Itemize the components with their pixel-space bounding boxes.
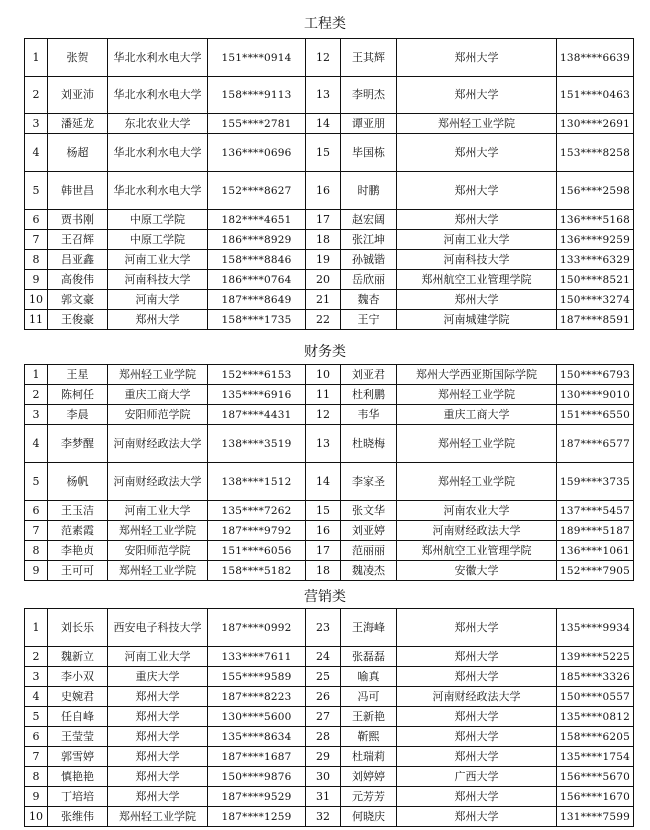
left-phone-number: 152****6153 bbox=[208, 365, 306, 385]
right-row-number: 32 bbox=[306, 807, 341, 827]
right-person-name: 刘亚婷 bbox=[341, 521, 397, 541]
right-university: 郑州大学 bbox=[397, 667, 557, 687]
left-university: 郑州大学 bbox=[108, 747, 208, 767]
left-phone-number: 182****4651 bbox=[208, 210, 306, 230]
right-row-number: 10 bbox=[306, 365, 341, 385]
left-phone-number: 187****1259 bbox=[208, 807, 306, 827]
right-person-name: 喻真 bbox=[341, 667, 397, 687]
left-university: 西安电子科技大学 bbox=[108, 609, 208, 647]
left-row-number: 1 bbox=[25, 39, 48, 77]
right-phone-number: 136****5168 bbox=[557, 210, 634, 230]
left-university: 河南财经政法大学 bbox=[108, 463, 208, 501]
left-university: 河南工业大学 bbox=[108, 501, 208, 521]
left-person-name: 贾书刚 bbox=[48, 210, 108, 230]
left-person-name: 刘长乐 bbox=[48, 609, 108, 647]
left-phone-number: 187****0992 bbox=[208, 609, 306, 647]
right-phone-number: 135****0812 bbox=[557, 707, 634, 727]
right-row-number: 28 bbox=[306, 727, 341, 747]
left-university: 重庆大学 bbox=[108, 667, 208, 687]
right-person-name: 冯可 bbox=[341, 687, 397, 707]
left-university: 安阳师范学院 bbox=[108, 405, 208, 425]
right-university: 郑州轻工业学院 bbox=[397, 385, 557, 405]
left-person-name: 魏新立 bbox=[48, 647, 108, 667]
left-university: 郑州轻工业学院 bbox=[108, 521, 208, 541]
right-phone-number: 150****6793 bbox=[557, 365, 634, 385]
table-row bbox=[25, 114, 634, 134]
right-row-number: 22 bbox=[306, 310, 341, 330]
right-person-name: 何晓庆 bbox=[341, 807, 397, 827]
left-row-number: 4 bbox=[25, 134, 48, 172]
left-phone-number: 187****1687 bbox=[208, 747, 306, 767]
right-phone-number: 150****8521 bbox=[557, 270, 634, 290]
left-row-number: 6 bbox=[25, 727, 48, 747]
right-row-number: 14 bbox=[306, 463, 341, 501]
right-university: 郑州轻工业学院 bbox=[397, 114, 557, 134]
right-person-name: 谭亚朋 bbox=[341, 114, 397, 134]
right-person-name: 王其辉 bbox=[341, 39, 397, 77]
right-university: 郑州大学 bbox=[397, 290, 557, 310]
left-university: 郑州轻工业学院 bbox=[108, 365, 208, 385]
left-person-name: 任自峰 bbox=[48, 707, 108, 727]
right-phone-number: 156****5670 bbox=[557, 767, 634, 787]
table-row bbox=[25, 807, 634, 827]
left-person-name: 王星 bbox=[48, 365, 108, 385]
left-person-name: 韩世昌 bbox=[48, 172, 108, 210]
table-row bbox=[25, 134, 634, 172]
left-person-name: 李艳贞 bbox=[48, 541, 108, 561]
right-person-name: 范丽丽 bbox=[341, 541, 397, 561]
left-person-name: 范素霞 bbox=[48, 521, 108, 541]
left-row-number: 3 bbox=[25, 114, 48, 134]
right-university: 郑州大学 bbox=[397, 727, 557, 747]
right-phone-number: 151****0463 bbox=[557, 77, 634, 114]
right-university: 郑州大学 bbox=[397, 647, 557, 667]
right-phone-number: 133****6329 bbox=[557, 250, 634, 270]
right-person-name: 时鹏 bbox=[341, 172, 397, 210]
right-phone-number: 135****1754 bbox=[557, 747, 634, 767]
right-row-number: 16 bbox=[306, 521, 341, 541]
left-university: 河南财经政法大学 bbox=[108, 425, 208, 463]
right-phone-number: 187****8591 bbox=[557, 310, 634, 330]
right-university: 郑州大学 bbox=[397, 39, 557, 77]
right-university: 郑州轻工业学院 bbox=[397, 463, 557, 501]
left-row-number: 10 bbox=[25, 807, 48, 827]
left-person-name: 潘延龙 bbox=[48, 114, 108, 134]
right-phone-number: 187****6577 bbox=[557, 425, 634, 463]
left-phone-number: 155****2781 bbox=[208, 114, 306, 134]
right-row-number: 13 bbox=[306, 77, 341, 114]
right-person-name: 靳熙 bbox=[341, 727, 397, 747]
left-person-name: 吕亚鑫 bbox=[48, 250, 108, 270]
left-university: 重庆工商大学 bbox=[108, 385, 208, 405]
right-university: 安徽大学 bbox=[397, 561, 557, 581]
section-title-marketing: 营销类 bbox=[304, 589, 346, 605]
left-phone-number: 186****8929 bbox=[208, 230, 306, 250]
right-person-name: 张江坤 bbox=[341, 230, 397, 250]
left-row-number: 5 bbox=[25, 463, 48, 501]
section-title-finance: 财务类 bbox=[304, 344, 346, 360]
left-row-number: 8 bbox=[25, 250, 48, 270]
left-phone-number: 187****8649 bbox=[208, 290, 306, 310]
right-person-name: 王宁 bbox=[341, 310, 397, 330]
right-row-number: 15 bbox=[306, 501, 341, 521]
right-person-name: 岳欣丽 bbox=[341, 270, 397, 290]
left-row-number: 6 bbox=[25, 210, 48, 230]
right-phone-number: 152****7905 bbox=[557, 561, 634, 581]
left-university: 华北水利水电大学 bbox=[108, 39, 208, 77]
left-row-number: 3 bbox=[25, 405, 48, 425]
right-row-number: 16 bbox=[306, 172, 341, 210]
left-row-number: 7 bbox=[25, 230, 48, 250]
right-person-name: 杜利鹏 bbox=[341, 385, 397, 405]
right-phone-number: 137****5457 bbox=[557, 501, 634, 521]
right-row-number: 25 bbox=[306, 667, 341, 687]
left-row-number: 8 bbox=[25, 767, 48, 787]
left-phone-number: 187****8223 bbox=[208, 687, 306, 707]
left-university: 中原工学院 bbox=[108, 210, 208, 230]
right-university: 郑州大学 bbox=[397, 210, 557, 230]
right-university: 重庆工商大学 bbox=[397, 405, 557, 425]
table-row bbox=[25, 463, 634, 501]
right-row-number: 30 bbox=[306, 767, 341, 787]
left-phone-number: 135****7262 bbox=[208, 501, 306, 521]
left-person-name: 丁培培 bbox=[48, 787, 108, 807]
left-person-name: 王可可 bbox=[48, 561, 108, 581]
left-row-number: 9 bbox=[25, 270, 48, 290]
right-university: 郑州大学 bbox=[397, 77, 557, 114]
right-person-name: 张文华 bbox=[341, 501, 397, 521]
left-university: 河南科技大学 bbox=[108, 270, 208, 290]
right-phone-number: 150****0557 bbox=[557, 687, 634, 707]
left-phone-number: 138****3519 bbox=[208, 425, 306, 463]
left-person-name: 杨帆 bbox=[48, 463, 108, 501]
table-row bbox=[25, 687, 634, 707]
right-row-number: 27 bbox=[306, 707, 341, 727]
right-person-name: 魏凌杰 bbox=[341, 561, 397, 581]
table-row bbox=[25, 727, 634, 747]
right-university: 郑州大学 bbox=[397, 134, 557, 172]
left-person-name: 刘亚沛 bbox=[48, 77, 108, 114]
table-row bbox=[25, 39, 634, 77]
right-person-name: 刘亚君 bbox=[341, 365, 397, 385]
right-row-number: 18 bbox=[306, 561, 341, 581]
right-phone-number: 158****6205 bbox=[557, 727, 634, 747]
right-university: 郑州大学 bbox=[397, 172, 557, 210]
right-person-name: 韦华 bbox=[341, 405, 397, 425]
table-row bbox=[25, 667, 634, 687]
left-phone-number: 150****9876 bbox=[208, 767, 306, 787]
right-phone-number: 130****9010 bbox=[557, 385, 634, 405]
table-row bbox=[25, 707, 634, 727]
right-university: 河南城建学院 bbox=[397, 310, 557, 330]
left-person-name: 李梦醒 bbox=[48, 425, 108, 463]
table-row bbox=[25, 425, 634, 463]
left-phone-number: 158****9113 bbox=[208, 77, 306, 114]
table-row bbox=[25, 385, 634, 405]
left-university: 河南工业大学 bbox=[108, 647, 208, 667]
left-row-number: 4 bbox=[25, 687, 48, 707]
right-person-name: 毕国栋 bbox=[341, 134, 397, 172]
left-row-number: 5 bbox=[25, 707, 48, 727]
left-row-number: 11 bbox=[25, 310, 48, 330]
right-person-name: 赵宏阔 bbox=[341, 210, 397, 230]
left-person-name: 王莹莹 bbox=[48, 727, 108, 747]
left-row-number: 2 bbox=[25, 647, 48, 667]
left-phone-number: 187****9792 bbox=[208, 521, 306, 541]
right-phone-number: 131****7599 bbox=[557, 807, 634, 827]
left-person-name: 王玉洁 bbox=[48, 501, 108, 521]
left-university: 郑州轻工业学院 bbox=[108, 561, 208, 581]
left-phone-number: 136****0696 bbox=[208, 134, 306, 172]
left-row-number: 3 bbox=[25, 667, 48, 687]
table-row bbox=[25, 647, 634, 667]
table-row bbox=[25, 767, 634, 787]
left-row-number: 2 bbox=[25, 77, 48, 114]
right-row-number: 17 bbox=[306, 541, 341, 561]
right-person-name: 王海峰 bbox=[341, 609, 397, 647]
right-row-number: 26 bbox=[306, 687, 341, 707]
right-row-number: 13 bbox=[306, 425, 341, 463]
right-row-number: 12 bbox=[306, 39, 341, 77]
table-row bbox=[25, 270, 634, 290]
table-row bbox=[25, 521, 634, 541]
table-row bbox=[25, 172, 634, 210]
left-row-number: 4 bbox=[25, 425, 48, 463]
left-phone-number: 135****6916 bbox=[208, 385, 306, 405]
right-row-number: 23 bbox=[306, 609, 341, 647]
right-university: 郑州航空工业管理学院 bbox=[397, 541, 557, 561]
right-person-name: 魏杏 bbox=[341, 290, 397, 310]
right-row-number: 15 bbox=[306, 134, 341, 172]
right-university: 郑州大学 bbox=[397, 787, 557, 807]
left-person-name: 杨超 bbox=[48, 134, 108, 172]
left-person-name: 慎艳艳 bbox=[48, 767, 108, 787]
left-university: 华北水利水电大学 bbox=[108, 134, 208, 172]
left-person-name: 陈柯任 bbox=[48, 385, 108, 405]
left-phone-number: 155****9589 bbox=[208, 667, 306, 687]
right-phone-number: 136****1061 bbox=[557, 541, 634, 561]
left-phone-number: 187****4431 bbox=[208, 405, 306, 425]
right-person-name: 元芳芳 bbox=[341, 787, 397, 807]
left-university: 郑州大学 bbox=[108, 687, 208, 707]
right-phone-number: 189****5187 bbox=[557, 521, 634, 541]
right-university: 郑州轻工业学院 bbox=[397, 425, 557, 463]
left-person-name: 高俊伟 bbox=[48, 270, 108, 290]
left-phone-number: 133****7611 bbox=[208, 647, 306, 667]
right-phone-number: 153****8258 bbox=[557, 134, 634, 172]
right-university: 河南财经政法大学 bbox=[397, 521, 557, 541]
left-university: 郑州大学 bbox=[108, 787, 208, 807]
left-person-name: 史婉君 bbox=[48, 687, 108, 707]
right-university: 郑州航空工业管理学院 bbox=[397, 270, 557, 290]
right-person-name: 李家圣 bbox=[341, 463, 397, 501]
left-phone-number: 158****8846 bbox=[208, 250, 306, 270]
right-row-number: 14 bbox=[306, 114, 341, 134]
left-person-name: 王俊豪 bbox=[48, 310, 108, 330]
right-university: 河南工业大学 bbox=[397, 230, 557, 250]
table-row bbox=[25, 747, 634, 767]
left-row-number: 9 bbox=[25, 787, 48, 807]
left-person-name: 李晨 bbox=[48, 405, 108, 425]
right-university: 郑州大学 bbox=[397, 707, 557, 727]
right-row-number: 24 bbox=[306, 647, 341, 667]
table-row bbox=[25, 501, 634, 521]
table-row bbox=[25, 609, 634, 647]
right-person-name: 刘婷婷 bbox=[341, 767, 397, 787]
left-phone-number: 138****1512 bbox=[208, 463, 306, 501]
left-phone-number: 152****8627 bbox=[208, 172, 306, 210]
table-finance bbox=[24, 364, 634, 581]
left-person-name: 李小双 bbox=[48, 667, 108, 687]
right-person-name: 杜晓梅 bbox=[341, 425, 397, 463]
right-row-number: 17 bbox=[306, 210, 341, 230]
right-row-number: 31 bbox=[306, 787, 341, 807]
right-phone-number: 150****3274 bbox=[557, 290, 634, 310]
right-row-number: 19 bbox=[306, 250, 341, 270]
table-engineering bbox=[24, 38, 634, 330]
table-row bbox=[25, 541, 634, 561]
left-phone-number: 186****0764 bbox=[208, 270, 306, 290]
left-university: 安阳师范学院 bbox=[108, 541, 208, 561]
left-phone-number: 130****5600 bbox=[208, 707, 306, 727]
right-phone-number: 159****3735 bbox=[557, 463, 634, 501]
right-university: 广西大学 bbox=[397, 767, 557, 787]
table-row bbox=[25, 230, 634, 250]
table-row bbox=[25, 210, 634, 230]
right-row-number: 20 bbox=[306, 270, 341, 290]
table-row bbox=[25, 787, 634, 807]
right-university: 郑州大学西亚斯国际学院 bbox=[397, 365, 557, 385]
right-row-number: 18 bbox=[306, 230, 341, 250]
right-phone-number: 136****9259 bbox=[557, 230, 634, 250]
section-title-engineering: 工程类 bbox=[304, 16, 346, 32]
left-person-name: 郭文豪 bbox=[48, 290, 108, 310]
left-university: 郑州大学 bbox=[108, 727, 208, 747]
right-phone-number: 151****6550 bbox=[557, 405, 634, 425]
right-row-number: 12 bbox=[306, 405, 341, 425]
table-row bbox=[25, 405, 634, 425]
right-row-number: 21 bbox=[306, 290, 341, 310]
left-person-name: 张贺 bbox=[48, 39, 108, 77]
left-person-name: 王召辉 bbox=[48, 230, 108, 250]
right-person-name: 张磊磊 bbox=[341, 647, 397, 667]
right-university: 河南科技大学 bbox=[397, 250, 557, 270]
left-row-number: 9 bbox=[25, 561, 48, 581]
right-university: 郑州大学 bbox=[397, 747, 557, 767]
left-phone-number: 158****1735 bbox=[208, 310, 306, 330]
left-phone-number: 151****0914 bbox=[208, 39, 306, 77]
left-university: 郑州轻工业学院 bbox=[108, 807, 208, 827]
left-row-number: 5 bbox=[25, 172, 48, 210]
right-person-name: 王新艳 bbox=[341, 707, 397, 727]
left-university: 河南工业大学 bbox=[108, 250, 208, 270]
left-university: 郑州大学 bbox=[108, 707, 208, 727]
left-row-number: 7 bbox=[25, 521, 48, 541]
left-phone-number: 135****8634 bbox=[208, 727, 306, 747]
table-row bbox=[25, 77, 634, 114]
table-row bbox=[25, 365, 634, 385]
right-university: 河南农业大学 bbox=[397, 501, 557, 521]
right-university: 郑州大学 bbox=[397, 609, 557, 647]
left-phone-number: 158****5182 bbox=[208, 561, 306, 581]
table-marketing bbox=[24, 608, 634, 827]
right-phone-number: 185****3326 bbox=[557, 667, 634, 687]
right-person-name: 孙铖锴 bbox=[341, 250, 397, 270]
left-university: 河南大学 bbox=[108, 290, 208, 310]
left-phone-number: 187****9529 bbox=[208, 787, 306, 807]
right-phone-number: 130****2691 bbox=[557, 114, 634, 134]
right-phone-number: 135****9934 bbox=[557, 609, 634, 647]
left-row-number: 10 bbox=[25, 290, 48, 310]
right-phone-number: 138****6639 bbox=[557, 39, 634, 77]
right-person-name: 李明杰 bbox=[341, 77, 397, 114]
left-university: 华北水利水电大学 bbox=[108, 77, 208, 114]
left-row-number: 1 bbox=[25, 609, 48, 647]
left-row-number: 1 bbox=[25, 365, 48, 385]
table-row bbox=[25, 250, 634, 270]
left-university: 华北水利水电大学 bbox=[108, 172, 208, 210]
right-person-name: 杜瑞莉 bbox=[341, 747, 397, 767]
left-row-number: 6 bbox=[25, 501, 48, 521]
left-university: 郑州大学 bbox=[108, 767, 208, 787]
right-phone-number: 156****2598 bbox=[557, 172, 634, 210]
right-phone-number: 139****5225 bbox=[557, 647, 634, 667]
right-row-number: 11 bbox=[306, 385, 341, 405]
left-row-number: 8 bbox=[25, 541, 48, 561]
left-university: 东北农业大学 bbox=[108, 114, 208, 134]
left-person-name: 郭雪婷 bbox=[48, 747, 108, 767]
table-row bbox=[25, 561, 634, 581]
left-row-number: 7 bbox=[25, 747, 48, 767]
left-row-number: 2 bbox=[25, 385, 48, 405]
right-row-number: 29 bbox=[306, 747, 341, 767]
right-university: 河南财经政法大学 bbox=[397, 687, 557, 707]
right-university: 郑州大学 bbox=[397, 807, 557, 827]
left-university: 郑州大学 bbox=[108, 310, 208, 330]
table-row bbox=[25, 310, 634, 330]
right-phone-number: 156****1670 bbox=[557, 787, 634, 807]
left-university: 中原工学院 bbox=[108, 230, 208, 250]
table-row bbox=[25, 290, 634, 310]
left-person-name: 张维伟 bbox=[48, 807, 108, 827]
left-phone-number: 151****6056 bbox=[208, 541, 306, 561]
